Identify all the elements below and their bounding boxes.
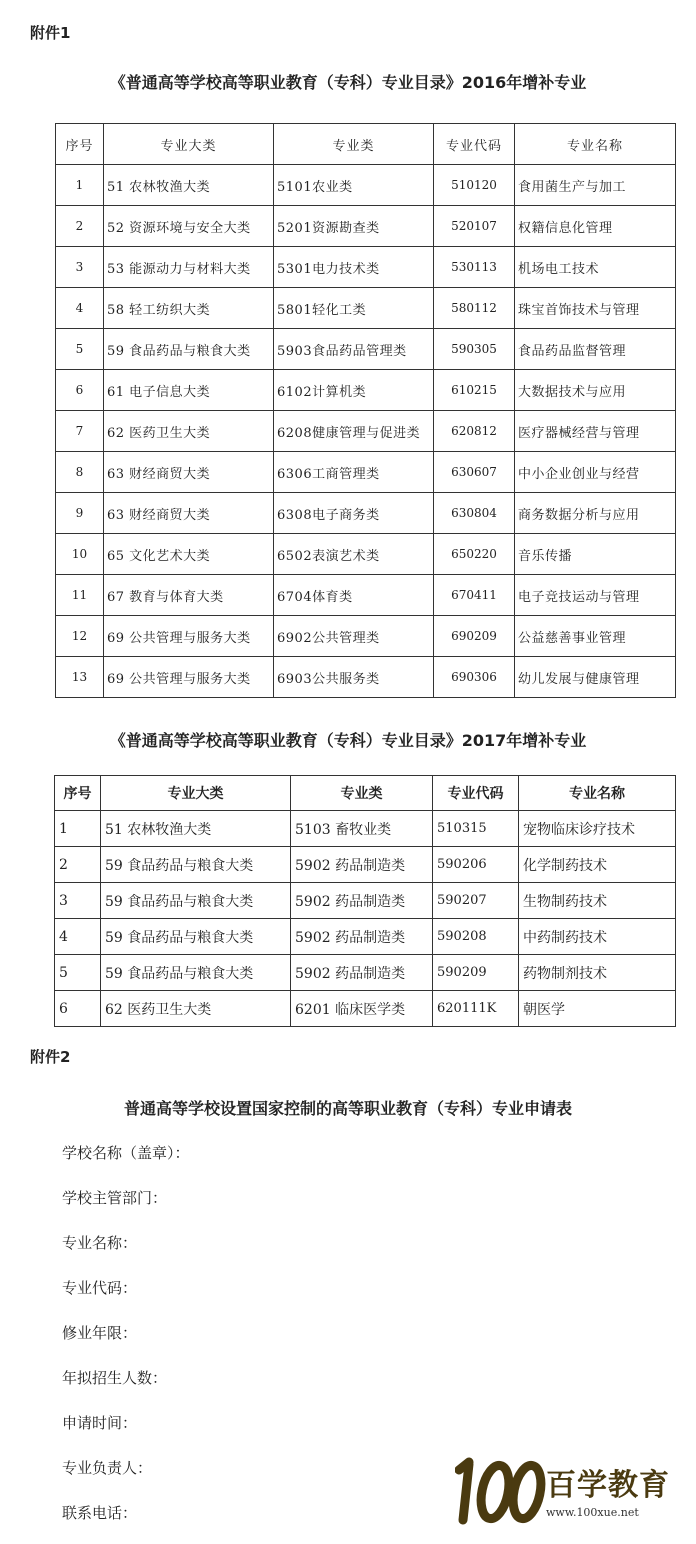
- cell-major-category: 59 食品药品与粮食大类: [101, 919, 291, 955]
- cell-major-category: 59 食品药品与粮食大类: [101, 847, 291, 883]
- table-row: [56, 657, 676, 698]
- cell-major-category: 63 财经商贸大类: [104, 452, 274, 493]
- cell-index: 2: [55, 847, 101, 883]
- form-field-label: 申请时间：: [62, 1414, 138, 1432]
- table-row: [56, 534, 676, 575]
- cell-index: 6: [56, 370, 104, 411]
- cell-major-code: 590207: [433, 883, 519, 919]
- cell-major-name: 化学制药技术: [519, 847, 676, 883]
- cell-major-class: 6306工商管理类: [274, 452, 434, 493]
- header-major-class: 专业类: [291, 776, 433, 811]
- cell-major-class: 6502表演艺术类: [274, 534, 434, 575]
- header-major-name: 专业名称: [519, 776, 676, 811]
- table-row: [56, 575, 676, 616]
- cell-index: 12: [56, 616, 104, 657]
- form-field-label: 学校主管部门：: [62, 1189, 168, 1207]
- cell-major-name: 机场电工技术: [515, 247, 676, 288]
- cell-major-class: 6902公共管理类: [274, 616, 434, 657]
- cell-index: 2: [56, 206, 104, 247]
- cell-major-code: 530113: [434, 247, 515, 288]
- table-header-row: [55, 776, 676, 811]
- cell-major-name: 珠宝首饰技术与管理: [515, 288, 676, 329]
- cell-major-name: 中药制药技术: [519, 919, 676, 955]
- cell-major-code: 580112: [434, 288, 515, 329]
- cell-index: 11: [56, 575, 104, 616]
- cell-index: 3: [55, 883, 101, 919]
- cell-major-class: 5301电力技术类: [274, 247, 434, 288]
- cell-major-code: 690209: [434, 616, 515, 657]
- cell-major-name: 朝医学: [519, 991, 676, 1027]
- table-row: [56, 370, 676, 411]
- table-row: [56, 165, 676, 206]
- cell-major-class: 6903公共服务类: [274, 657, 434, 698]
- table-row: [55, 847, 676, 883]
- form-field-label: 专业代码：: [62, 1279, 138, 1297]
- cell-major-class: 5101农业类: [274, 165, 434, 206]
- header-major-name: 专业名称: [515, 124, 676, 165]
- cell-major-name: 宠物临床诊疗技术: [519, 811, 676, 847]
- header-index: 序号: [55, 776, 101, 811]
- form-field-label: 联系电话：: [62, 1504, 138, 1522]
- cell-major-category: 58 轻工纺织大类: [104, 288, 274, 329]
- form-field-label: 专业名称：: [62, 1234, 138, 1252]
- cell-major-name: 公益慈善事业管理: [515, 616, 676, 657]
- form-field-label: 年拟招生人数：: [62, 1369, 168, 1387]
- attachment-1-label: 附件1: [30, 24, 71, 42]
- cell-major-category: 62 医药卫生大类: [101, 991, 291, 1027]
- cell-index: 8: [56, 452, 104, 493]
- table-row: [55, 811, 676, 847]
- cell-index: 5: [56, 329, 104, 370]
- cell-major-category: 51 农林牧渔大类: [104, 165, 274, 206]
- form-field-label: 修业年限：: [62, 1324, 138, 1342]
- table-row: [56, 452, 676, 493]
- cell-index: 1: [55, 811, 101, 847]
- cell-index: 4: [56, 288, 104, 329]
- cell-index: 13: [56, 657, 104, 698]
- form-field-label: 学校名称（盖章）：: [62, 1144, 190, 1162]
- cell-major-category: 59 食品药品与粮食大类: [101, 955, 291, 991]
- cell-major-class: 6704体育类: [274, 575, 434, 616]
- table-row: [56, 411, 676, 452]
- table-row: [56, 247, 676, 288]
- cell-index: 10: [56, 534, 104, 575]
- cell-major-name: 音乐传播: [515, 534, 676, 575]
- cell-major-name: 幼儿发展与健康管理: [515, 657, 676, 698]
- cell-major-name: 药物制剂技术: [519, 955, 676, 991]
- cell-major-category: 61 电子信息大类: [104, 370, 274, 411]
- cell-major-code: 620111K: [433, 991, 519, 1027]
- cell-major-category: 53 能源动力与材料大类: [104, 247, 274, 288]
- cell-major-class: 6208健康管理与促进类: [274, 411, 434, 452]
- table-row: [56, 288, 676, 329]
- cell-major-category: 63 财经商贸大类: [104, 493, 274, 534]
- cell-major-code: 610215: [434, 370, 515, 411]
- cell-index: 9: [56, 493, 104, 534]
- cell-index: 1: [56, 165, 104, 206]
- table-row: [55, 919, 676, 955]
- cell-major-code: 590305: [434, 329, 515, 370]
- cell-major-class: 5902 药品制造类: [291, 919, 433, 955]
- cell-major-code: 520107: [434, 206, 515, 247]
- application-form-title: 普通高等学校设置国家控制的高等职业教育（专科）专业申请表: [123, 1099, 572, 1118]
- table-2016: [55, 123, 676, 698]
- cell-major-name: 大数据技术与应用: [515, 370, 676, 411]
- table-2017: [54, 775, 676, 1027]
- cell-major-category: 67 教育与体育大类: [104, 575, 274, 616]
- table-row: [56, 493, 676, 534]
- cell-major-name: 医疗器械经营与管理: [515, 411, 676, 452]
- header-major-category: 专业大类: [101, 776, 291, 811]
- table-header-row: [56, 124, 676, 165]
- header-major-class: 专业类: [274, 124, 434, 165]
- cell-index: 5: [55, 955, 101, 991]
- cell-major-category: 65 文化艺术大类: [104, 534, 274, 575]
- attachment-2-label: 附件2: [30, 1048, 71, 1066]
- cell-major-code: 590209: [433, 955, 519, 991]
- cell-major-code: 630607: [434, 452, 515, 493]
- cell-major-category: 59 食品药品与粮食大类: [104, 329, 274, 370]
- cell-major-class: 5801轻化工类: [274, 288, 434, 329]
- cell-index: 4: [55, 919, 101, 955]
- cell-major-name: 电子竞技运动与管理: [515, 575, 676, 616]
- table-row: [56, 616, 676, 657]
- cell-major-category: 51 农林牧渔大类: [101, 811, 291, 847]
- table-row: [56, 329, 676, 370]
- cell-index: 6: [55, 991, 101, 1027]
- table-row: [55, 955, 676, 991]
- cell-major-name: 商务数据分析与应用: [515, 493, 676, 534]
- logo-text: 百学教育: [546, 1468, 670, 1503]
- cell-major-class: 6308电子商务类: [274, 493, 434, 534]
- logo-url: www.100xue.net: [546, 1506, 639, 1519]
- header-index: 序号: [56, 124, 104, 165]
- cell-major-code: 620812: [434, 411, 515, 452]
- cell-major-code: 630804: [434, 493, 515, 534]
- form-field-label: 专业负责人：: [62, 1459, 153, 1477]
- cell-major-class: 6102计算机类: [274, 370, 434, 411]
- cell-major-code: 590208: [433, 919, 519, 955]
- header-major-code: 专业代码: [433, 776, 519, 811]
- cell-index: 7: [56, 411, 104, 452]
- table-2016-title: 《普通高等学校高等职业教育（专科）专业目录》2016年增补专业: [109, 73, 587, 92]
- cell-major-class: 6201 临床医学类: [291, 991, 433, 1027]
- cell-major-class: 5201资源勘查类: [274, 206, 434, 247]
- cell-major-name: 生物制药技术: [519, 883, 676, 919]
- cell-major-code: 650220: [434, 534, 515, 575]
- cell-major-category: 52 资源环境与安全大类: [104, 206, 274, 247]
- header-major-code: 专业代码: [434, 124, 515, 165]
- cell-index: 3: [56, 247, 104, 288]
- header-major-category: 专业大类: [104, 124, 274, 165]
- cell-major-code: 670411: [434, 575, 515, 616]
- cell-major-name: 食品药品监督管理: [515, 329, 676, 370]
- cell-major-code: 690306: [434, 657, 515, 698]
- cell-major-class: 5903食品药品管理类: [274, 329, 434, 370]
- cell-major-code: 510315: [433, 811, 519, 847]
- cell-major-code: 590206: [433, 847, 519, 883]
- cell-major-name: 中小企业创业与经营: [515, 452, 676, 493]
- cell-major-class: 5103 畜牧业类: [291, 811, 433, 847]
- cell-major-category: 59 食品药品与粮食大类: [101, 883, 291, 919]
- cell-major-class: 5902 药品制造类: [291, 847, 433, 883]
- table-row: [56, 206, 676, 247]
- table-row: [55, 883, 676, 919]
- table-2017-title: 《普通高等学校高等职业教育（专科）专业目录》2017年增补专业: [109, 731, 587, 750]
- cell-major-class: 5902 药品制造类: [291, 883, 433, 919]
- cell-major-name: 权籍信息化管理: [515, 206, 676, 247]
- cell-major-category: 69 公共管理与服务大类: [104, 657, 274, 698]
- cell-major-code: 510120: [434, 165, 515, 206]
- cell-major-category: 62 医药卫生大类: [104, 411, 274, 452]
- table-row: [55, 991, 676, 1027]
- cell-major-category: 69 公共管理与服务大类: [104, 616, 274, 657]
- cell-major-name: 食用菌生产与加工: [515, 165, 676, 206]
- cell-major-class: 5902 药品制造类: [291, 955, 433, 991]
